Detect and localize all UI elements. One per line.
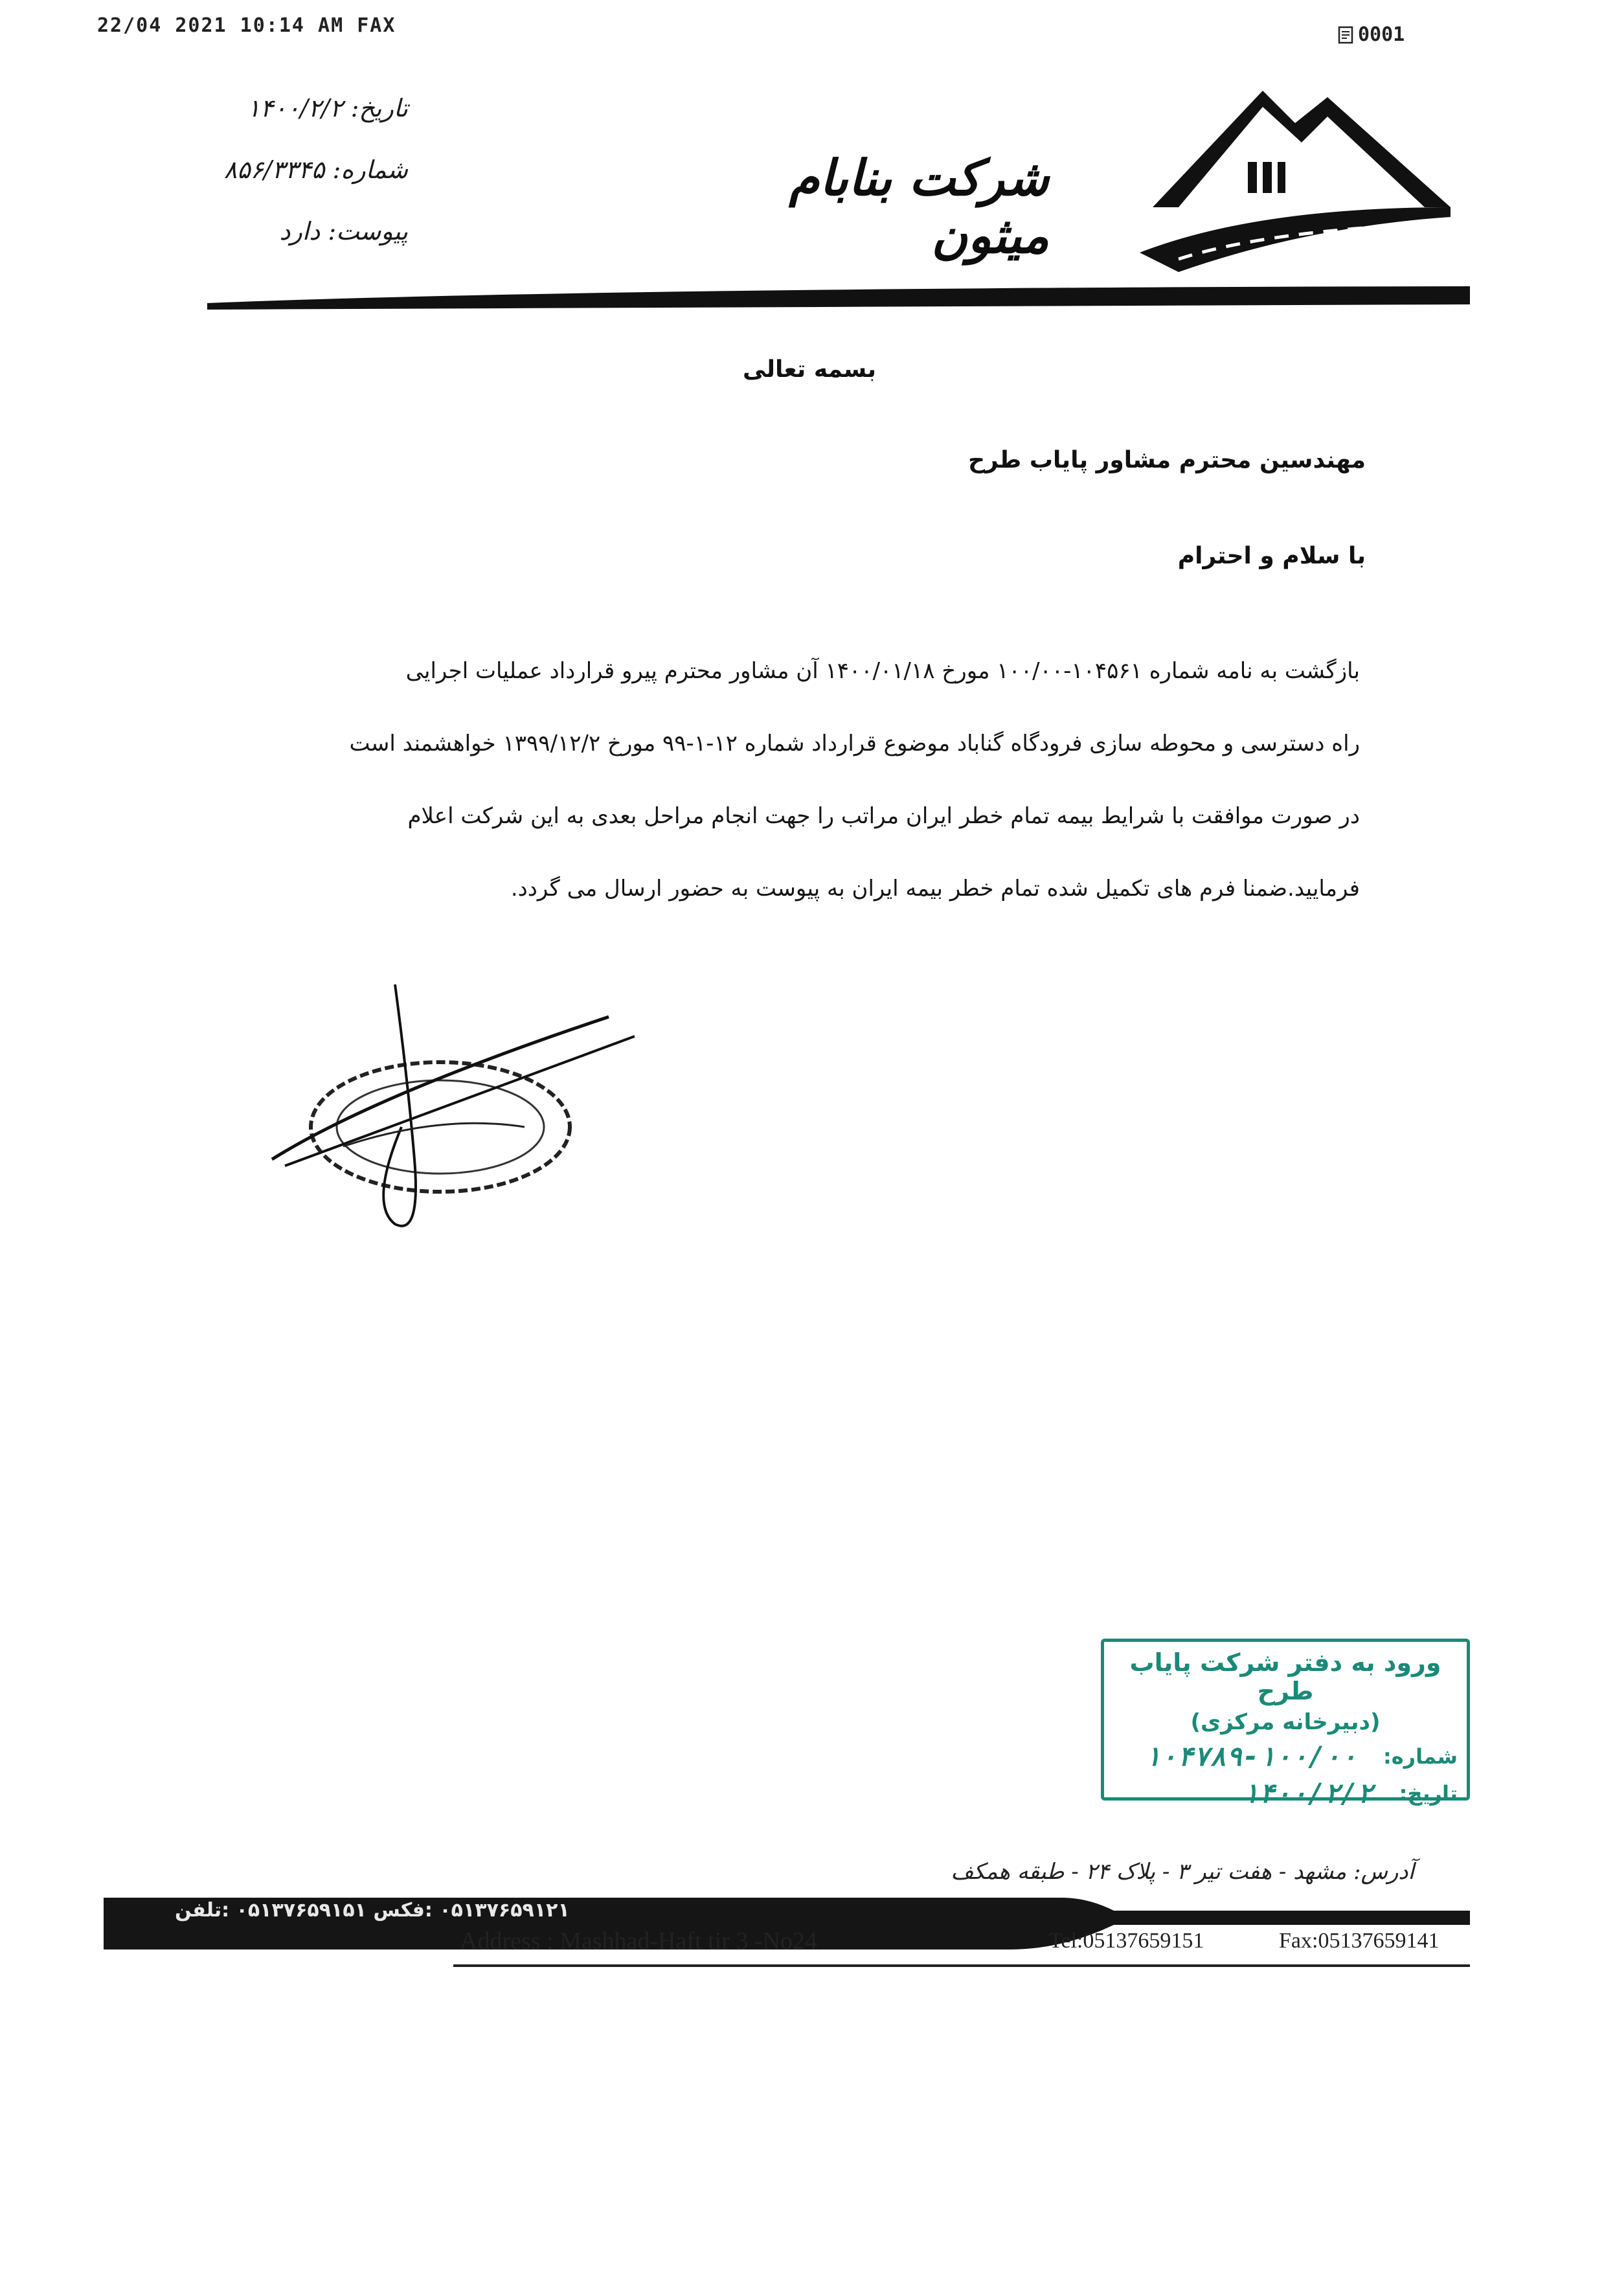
footer-divider: [453, 1964, 1470, 1967]
address-handwritten: آدرس: مشهد - هفت تیر ۳ - پلاک ۲۴ - طبقه همکف: [951, 1859, 1414, 1885]
letter-attachment: پیوست: دارد: [279, 217, 408, 245]
body-line: فرمایید.ضمنا فرم های تکمیل شده تمام خطر بیمه ایران به پیوست به حضور ارسال می گردد.: [510, 876, 1360, 902]
document-icon: [1337, 26, 1355, 44]
stamp-title: ورود به دفتر شرکت پایاب طرح: [1129, 1648, 1441, 1705]
stamp-number-label: شماره:: [1383, 1744, 1458, 1769]
received-stamp: [1101, 1639, 1470, 1809]
footer-contact-persian: ۰۵۱۳۷۶۵۹۱۲۱ :فکس ۰۵۱۳۷۶۵۹۱۵۱ :تلفن: [175, 1899, 570, 1922]
stamp-date-value: ۱۴۰۰/۲/۲: [1242, 1777, 1373, 1809]
basmala-heading: بسمه تعالی: [743, 356, 876, 383]
letter-date: تاریخ: ۱۴۰۰/۲/۲: [247, 94, 408, 122]
body-line: بازگشت به نامه شماره ۱۰۴۵۶۱-۱۰۰/۰۰ مورخ ۱۴۰۰/۰۱/۱۸ آن مشاور محترم پیرو قرارداد عملیات اجرایی: [405, 658, 1360, 684]
recipient-line: مهندسین محترم مشاور پایاب طرح: [968, 447, 1366, 473]
greeting-line: با سلام و احترام: [1177, 543, 1366, 569]
letterhead-meta: [149, 78, 408, 262]
stamp-subtitle: (دبیرخانه مرکزی): [1190, 1709, 1381, 1735]
letter-body: [246, 635, 1360, 925]
company-name: شرکت بنابام میثون: [789, 149, 1049, 264]
body-line: در صورت موافقت با شرایط بیمه تمام خطر ایران مراتب را جهت انجام مراحل بعدی به این شرکت اعلام: [407, 803, 1360, 829]
company-seal-signature: [246, 965, 667, 1276]
body-line: راه دسترسی و محوطه سازی فرودگاه گناباد موضوع قرارداد شماره ۱۲-۱-۹۹ مورخ ۱۳۹۹/۱۲/۲ خواهشمند است: [349, 731, 1360, 756]
footer-fax: Fax:05137659141: [1279, 1929, 1440, 1953]
stamp-date-row: [1104, 1777, 1458, 1809]
footer-tel: Tel:05137659151: [1049, 1929, 1204, 1953]
letter-number: شماره: ۸۵۶/۳۳۴۵: [223, 155, 408, 184]
stamp-number-row: [1104, 1740, 1458, 1772]
letterhead-divider: [207, 285, 1470, 311]
page-number-value: 0001: [1358, 23, 1405, 46]
fax-header: 22/04 2021 10:14 AM FAX: [97, 14, 396, 37]
stamp-number-value: ۱۰۴۷۸۹-۱۰۰/۰۰: [1144, 1740, 1357, 1772]
company-logo-house-icon: [1140, 78, 1463, 272]
stamp-date-label: تاریخ:: [1399, 1780, 1458, 1806]
footer-address-en: Address : Mashhad-Haft tir 3 -No24: [460, 1927, 817, 1955]
page-number: [1337, 23, 1405, 46]
